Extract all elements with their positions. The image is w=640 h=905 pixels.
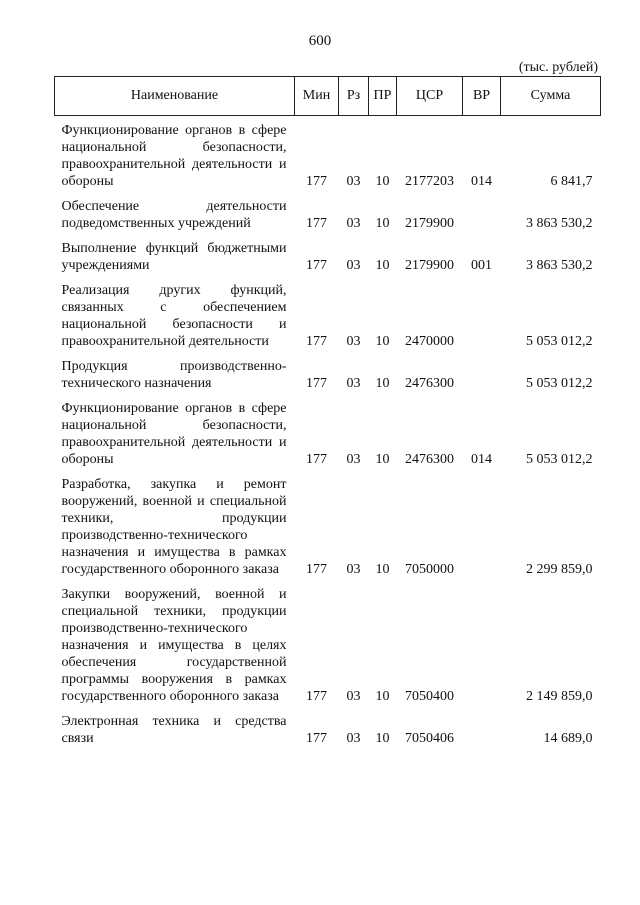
cell-sum: 2 149 859,0	[526, 689, 593, 704]
cell-sum: 5 053 012,2	[526, 452, 593, 467]
units-label: (тыс. рублей)	[518, 60, 598, 75]
cell-min: 177	[306, 258, 327, 273]
cell-rz: 03	[346, 376, 361, 391]
cell-name: Электронная техника и средства связи	[61, 714, 287, 746]
cell-rz: 03	[346, 174, 361, 189]
cell-vr: 001	[471, 258, 492, 273]
cell-sum: 3 863 530,2	[526, 216, 593, 231]
header-name: Наименование	[55, 77, 295, 116]
cell-csr: 7050406	[405, 731, 454, 746]
header-sum: Сумма	[501, 77, 601, 116]
table-header-row	[55, 77, 601, 116]
cell-sum: 14 689,0	[543, 731, 593, 746]
cell-rz: 03	[346, 258, 361, 273]
cell-sum: 2 299 859,0	[526, 562, 593, 577]
cell-vr	[463, 470, 501, 580]
page-number: 600	[308, 33, 332, 49]
cell-name: Функционирование органов в сфере национальной безопасности, правоохранительной деятельности и обороны	[61, 401, 287, 467]
table-row	[55, 234, 601, 276]
cell-sum: 3 863 530,2	[526, 258, 593, 273]
cell-csr: 7050000	[405, 562, 454, 577]
cell-name: Функционирование органов в сфере национальной безопасности, правоохранительной деятельности и обороны	[61, 123, 287, 189]
table-row	[55, 707, 601, 749]
cell-csr: 2470000	[405, 334, 454, 349]
table-row	[55, 116, 601, 193]
cell-rz: 03	[346, 216, 361, 231]
cell-sum: 5 053 012,2	[526, 334, 593, 349]
cell-rz: 03	[346, 689, 361, 704]
cell-pr: 10	[375, 562, 390, 577]
table-row	[55, 276, 601, 352]
cell-vr	[463, 192, 501, 234]
cell-vr	[463, 276, 501, 352]
cell-min: 177	[306, 689, 327, 704]
cell-csr: 2476300	[405, 376, 454, 391]
cell-pr: 10	[375, 689, 390, 704]
cell-pr: 10	[375, 334, 390, 349]
cell-min: 177	[306, 174, 327, 189]
table-row	[55, 580, 601, 707]
header-pr: ПР	[369, 77, 397, 116]
cell-pr: 10	[375, 258, 390, 273]
cell-vr	[463, 580, 501, 707]
cell-name: Реализация других функций, связанных с обеспечением национальной безопасности и правоохранительной деятельности	[61, 283, 287, 349]
cell-pr: 10	[375, 731, 390, 746]
cell-min: 177	[306, 562, 327, 577]
header-vr: ВР	[463, 77, 501, 116]
cell-min: 177	[306, 731, 327, 746]
header-csr: ЦСР	[397, 77, 463, 116]
cell-pr: 10	[375, 216, 390, 231]
cell-min: 177	[306, 452, 327, 467]
header-min: Мин	[295, 77, 339, 116]
cell-vr: 014	[471, 452, 492, 467]
cell-name: Выполнение функций бюджетными учреждениями	[61, 241, 287, 273]
cell-pr: 10	[375, 452, 390, 467]
cell-min: 177	[306, 216, 327, 231]
cell-name: Закупки вооружений, военной и специальной техники, продукции производственно-технического назначения и имущества в целях обеспечения государственной программы вооружения в рамках государственного оборонного заказа	[61, 587, 287, 704]
cell-csr: 2177203	[405, 174, 454, 189]
cell-vr	[463, 352, 501, 394]
cell-csr: 2179900	[405, 258, 454, 273]
table-row	[55, 470, 601, 580]
cell-rz: 03	[346, 452, 361, 467]
cell-min: 177	[306, 334, 327, 349]
cell-name: Разработка, закупка и ремонт вооружений, военной и специальной техники, продукции производственно-технического назначения и имущества в рамках государственного оборонного заказа	[61, 477, 287, 577]
cell-min: 177	[306, 376, 327, 391]
cell-csr: 7050400	[405, 689, 454, 704]
cell-rz: 03	[346, 562, 361, 577]
table-row	[55, 352, 601, 394]
cell-pr: 10	[375, 174, 390, 189]
cell-csr: 2179900	[405, 216, 454, 231]
table-body	[55, 116, 601, 750]
cell-pr: 10	[375, 376, 390, 391]
cell-name: Продукция производственно-технического назначения	[61, 359, 287, 391]
cell-sum: 5 053 012,2	[526, 376, 593, 391]
cell-vr	[463, 707, 501, 749]
table-row	[55, 394, 601, 470]
header-rz: Рз	[339, 77, 369, 116]
budget-table	[54, 76, 601, 749]
table-row	[55, 192, 601, 234]
cell-name: Обеспечение деятельности подведомственных учреждений	[61, 199, 287, 231]
cell-rz: 03	[346, 334, 361, 349]
cell-rz: 03	[346, 731, 361, 746]
cell-vr: 014	[471, 174, 492, 189]
cell-csr: 2476300	[405, 452, 454, 467]
cell-sum: 6 841,7	[550, 174, 593, 189]
